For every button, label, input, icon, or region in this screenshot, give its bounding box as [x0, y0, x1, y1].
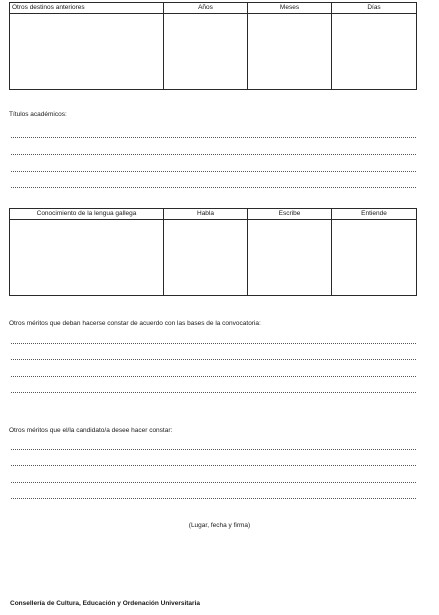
destinos-table	[9, 2, 417, 90]
destinos-header-row	[10, 3, 417, 14]
meritos-candidato-line-2[interactable]	[11, 465, 416, 466]
destinos-entry-row	[10, 14, 417, 90]
lengua-cell-entiende[interactable]	[332, 220, 417, 296]
destinos-cell-anos[interactable]	[164, 14, 248, 90]
lengua-cell-escribe[interactable]	[248, 220, 332, 296]
lengua-table	[9, 208, 417, 296]
meritos-bases-line-3[interactable]	[11, 376, 416, 377]
lengua-header-escribe: Escribe	[248, 209, 332, 220]
destinos-cell-meses[interactable]	[248, 14, 332, 90]
meritos-candidato-line-3[interactable]	[11, 482, 416, 483]
destinos-header-anos: Años	[164, 3, 248, 14]
destinos-header-meses: Meses	[248, 3, 332, 14]
destinos-cell-dias[interactable]	[332, 14, 417, 90]
lengua-header-row	[10, 209, 417, 220]
titulos-line-3[interactable]	[11, 171, 416, 172]
destinos-header-dias: Días	[332, 3, 417, 14]
meritos-bases-line-1[interactable]	[11, 343, 416, 344]
titulos-line-1[interactable]	[11, 137, 416, 138]
lengua-header-conocimiento: Conocimiento de la lengua gallega	[10, 209, 164, 220]
meritos-candidato-line-1[interactable]	[11, 449, 416, 450]
signature-placeholder: (Lugar, fecha y firma)	[188, 522, 251, 529]
meritos-bases-label: Otros méritos que deban hacerse constar de acuerdo con las bases de la convocatoria:	[9, 320, 261, 327]
titulos-line-4[interactable]	[11, 187, 416, 188]
destinos-cell-destinos[interactable]	[10, 14, 164, 90]
lengua-entry-row	[10, 220, 417, 296]
destinos-header-destinos: Otros destinos anteriores	[10, 3, 164, 14]
meritos-bases-line-4[interactable]	[11, 392, 416, 393]
titulos-label: Títulos académicos:	[9, 111, 67, 118]
meritos-bases-line-2[interactable]	[11, 359, 416, 360]
lengua-cell-conocimiento[interactable]	[10, 220, 164, 296]
titulos-line-2[interactable]	[11, 154, 416, 155]
lengua-header-habla: Habla	[164, 209, 248, 220]
lengua-cell-habla[interactable]	[164, 220, 248, 296]
lengua-header-entiende: Entiende	[332, 209, 417, 220]
footer-issuer: Consellería de Cultura, Educación y Ordenación Universitaria	[10, 600, 201, 607]
meritos-candidato-label: Otros méritos que el/la candidato/a desee hacer constar:	[9, 427, 173, 434]
meritos-candidato-line-4[interactable]	[11, 498, 416, 499]
